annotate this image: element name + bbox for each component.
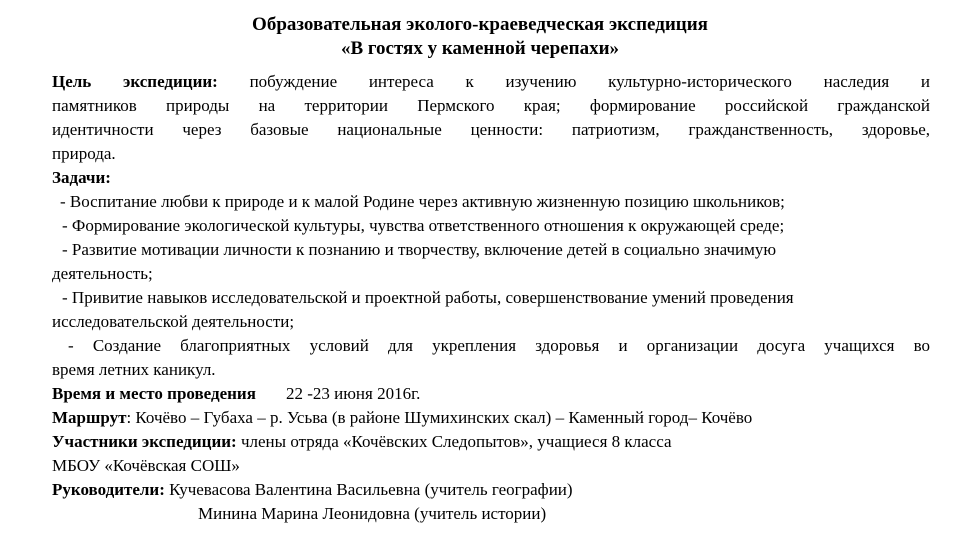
goal-line-2: памятников природы на территории Пермского края; формирование российской гражданской <box>52 96 930 115</box>
task-item-5-cont: время летних каникул. <box>52 360 216 379</box>
task-item-3: - Развитие мотивации личности к познанию и творчеству, включение детей в социально значимую <box>62 240 777 259</box>
goal-line-4: природа. <box>52 144 116 163</box>
leader-1: Кучевасова Валентина Васильевна (учитель географии) <box>169 480 573 499</box>
task-item-2: - Формирование экологической культуры, чувства ответственного отношения к окружающей среде; <box>62 216 785 235</box>
leaders-line <box>52 478 930 502</box>
task-item-5: - Создание благоприятных условий для укрепления здоровья и организации досуга учащихся во <box>68 336 930 355</box>
task-item-3-cont: деятельность; <box>52 264 153 283</box>
leader-2: Минина Марина Леонидовна (учитель истории) <box>198 504 547 523</box>
title-line-2: «В гостях у каменной черепахи» <box>340 38 620 59</box>
goal-line-3: идентичности через базовые национальные ценности: патриотизм, гражданственность, здоровье, <box>52 120 930 139</box>
participants-label: Участники экспедиции: <box>52 432 237 451</box>
goal-label: Цель экспедиции: <box>52 72 218 91</box>
time-place-value: 22 -23 июня 2016г. <box>285 384 421 403</box>
task-item-4: - Привитие навыков исследовательской и проектной работы, совершенствование умений проведения <box>62 288 794 307</box>
document-body <box>52 70 930 526</box>
route-label: Маршрут <box>52 408 127 427</box>
participants-line-2: МБОУ «Кочёвская СОШ» <box>52 456 240 475</box>
tasks-label: Задачи: <box>52 168 111 187</box>
time-place-label: Время и место проведения <box>52 384 256 403</box>
task-item-1: - Воспитание любви к природе и к малой Родине через активную жизненную позицию школьников; <box>60 192 785 211</box>
task-item-4-cont: исследовательской деятельности; <box>52 312 295 331</box>
route-value: : Кочёво – Губаха – р. Усьва (в районе Шумихинских скал) – Каменный город– Кочёво <box>126 408 753 427</box>
goal-line-1 <box>52 70 930 94</box>
time-place-line <box>52 382 930 406</box>
leaders-label: Руководители: <box>52 480 165 499</box>
participants-value: члены отряда «Кочёвских Следопытов», учащиеся 8 класса <box>240 432 672 451</box>
document-title <box>0 13 960 61</box>
goal-text-1: побуждение интереса к изучению культурно-исторического наследия и <box>249 72 930 91</box>
participants-line <box>52 430 930 454</box>
title-line-1: Образовательная эколого-краеведческая экспедиция <box>252 14 708 35</box>
route-line <box>52 406 930 430</box>
